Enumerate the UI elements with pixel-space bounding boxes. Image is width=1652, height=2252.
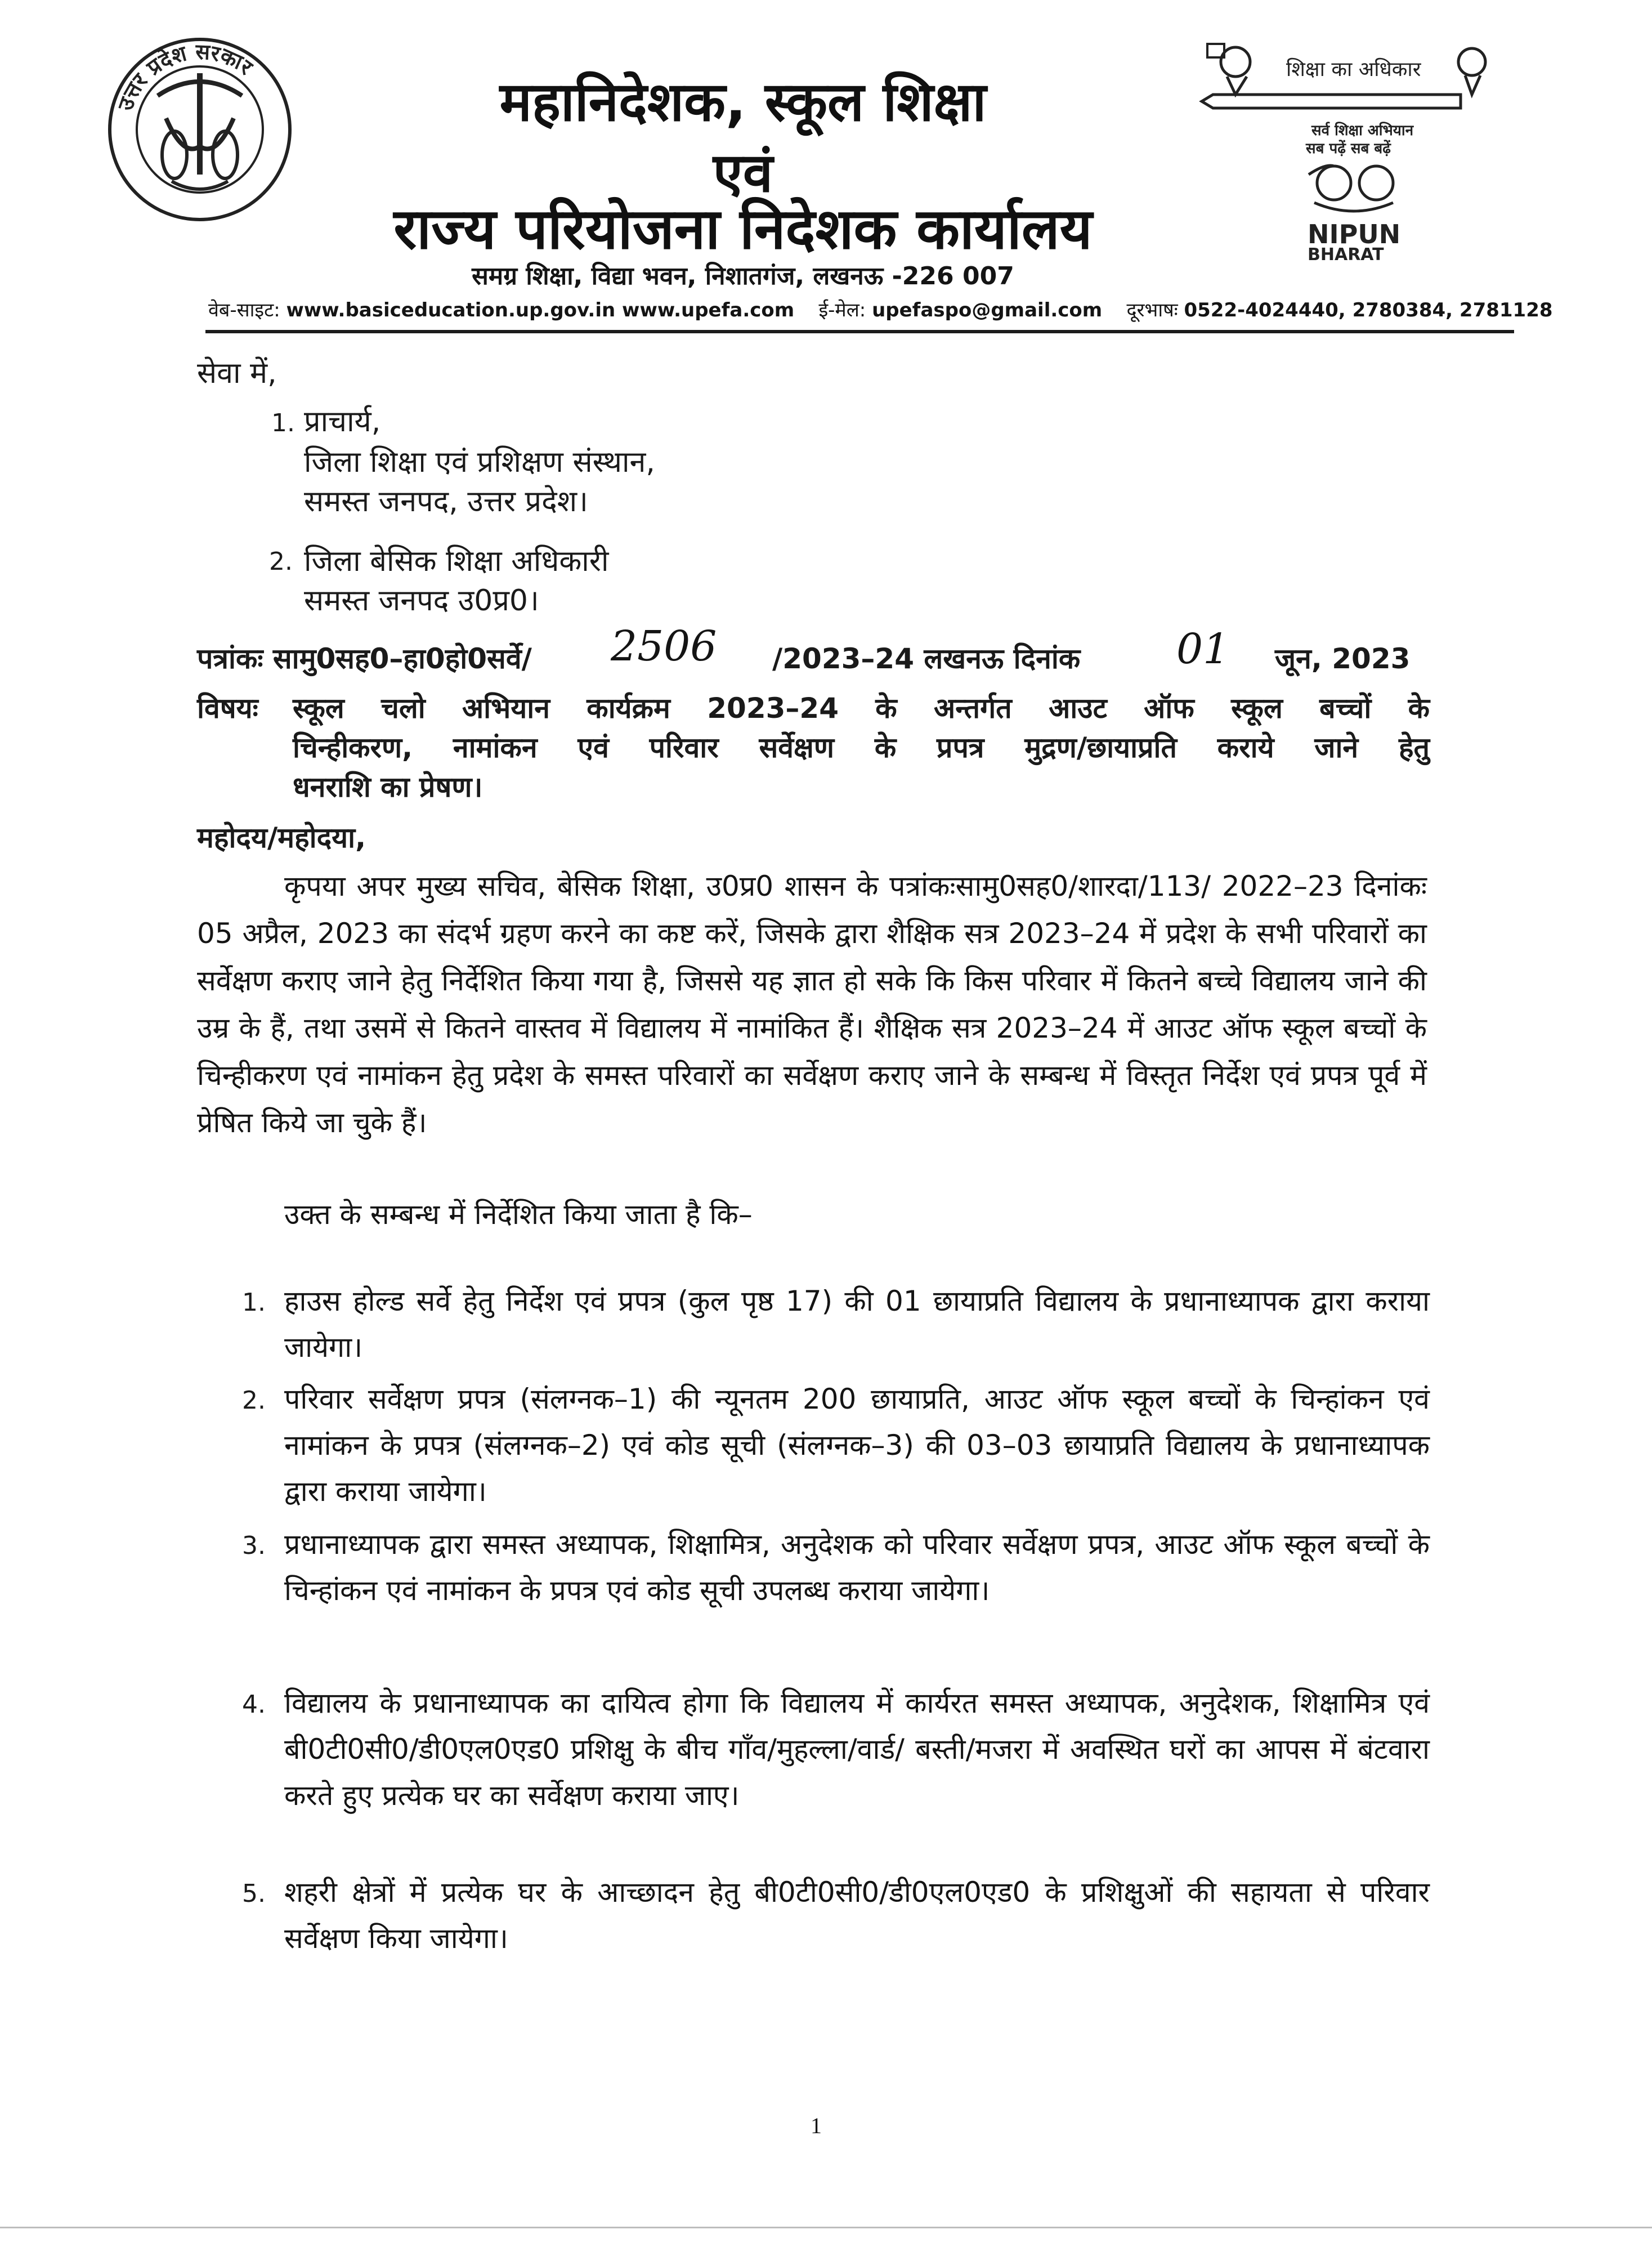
item2-text: परिवार सर्वेक्षण प्रपत्र (संलग्नक–1) की न्यूनतम 200 छायाप्रति, आउट ऑफ स्कूल बच्चों के चिन्हांकन एवं नामांकन के प्रपत्र (संलग्नक–2) एवं कोड सूची (संलग्नक–3) की 03–03 छायाप्रति विद्यालय के प्रधानाध्यापक द्वारा कराया जायेगा।	[284, 1383, 1430, 1508]
greeting: महोदय/महोदया,	[197, 821, 366, 854]
office-title-line1: महानिदेशक, स्कूल शिक्षा	[499, 70, 987, 133]
subject-label: विषयः	[197, 692, 258, 725]
office-title-line2: एवं	[713, 141, 773, 204]
logo-bharat-text: BHARAT	[1308, 245, 1384, 265]
office-address: समग्र शिक्षा, विद्या भवन, निशातगंज, लखनऊ -226 007	[472, 262, 1014, 291]
letter-ref-middle: /2023–24 लखनऊ दिनांक	[772, 642, 1081, 675]
recipient2-line1: जिला बेसिक शिक्षा अधिकारी	[304, 544, 609, 578]
shiksha-nipun-logo-icon	[1196, 34, 1511, 270]
phone-label: दूरभाषः	[1126, 299, 1178, 321]
item4-number: 4.	[242, 1690, 266, 1719]
header-divider	[205, 330, 1514, 333]
item1-number: 1.	[242, 1288, 266, 1317]
subject-line3: धनराशि का प्रेषण।	[293, 771, 483, 803]
seal-text: उत्तर प्रदेश सरकार	[113, 39, 257, 114]
website-value: www.basiceducation.up.gov.in www.upefa.com	[286, 299, 795, 321]
letter-ref-prefix: पत्रांकः सामु0सह0–हा0हो0सर्वे/	[197, 642, 532, 675]
item1-text: हाउस होल्ड सर्वे हेतु निर्देश एवं प्रपत्र (कुल पृष्ठ 17) की 01 छायाप्रति विद्यालय के प्रधानाध्यापक द्वारा कराया जायेगा।	[284, 1285, 1430, 1364]
logo-right-slogan2: सब पढ़ें सब बढ़ें	[1306, 140, 1391, 157]
logo-right-slogan1: सर्व शिक्षा अभियान	[1311, 122, 1414, 139]
email-label: ई-मेल:	[818, 299, 866, 321]
recipient2-number: 2.	[269, 547, 293, 576]
item5-number: 5.	[242, 1879, 266, 1908]
salutation-to: सेवा में,	[197, 356, 277, 390]
up-government-seal-icon	[104, 34, 296, 225]
date-day-handwritten: 01	[1176, 625, 1230, 673]
date-month-year: जून, 2023	[1275, 642, 1411, 675]
logo-right-top-text: शिक्षा का अधिकार	[1286, 58, 1421, 81]
recipient1-line3: समस्त जनपद, उत्तर प्रदेश।	[304, 485, 588, 519]
item3-number: 3.	[242, 1531, 266, 1560]
recipient1-line1: प्राचार्य,	[304, 405, 381, 439]
recipient1-line2: जिला शिक्षा एवं प्रशिक्षण संस्थान,	[304, 445, 655, 479]
logo-nipun-text: NIPUN	[1308, 219, 1401, 249]
item2-number: 2.	[242, 1386, 266, 1415]
letter-number-handwritten: 2506	[611, 622, 717, 671]
item3-text: प्रधानाध्यापक द्वारा समस्त अध्यापक, शिक्षामित्र, अनुदेशक को परिवार सर्वेक्षण प्रपत्र, आउट ऑफ स्कूल बच्चों के चिन्हांकन एवं नामांकन के प्रपत्र एवं कोड सूची उपलब्ध कराया जायेगा।	[284, 1528, 1430, 1607]
email-value: upefaspo@gmail.com	[872, 299, 1103, 321]
website-label: वेब-साइट:	[208, 299, 280, 321]
item4-text: विद्यालय के प्रधानाध्यापक का दायित्व होगा कि विद्यालय में कार्यरत समस्त अध्यापक, अनुदेशक, शिक्षामित्र एवं बी0टी0सी0/डी0एल0एड0 प्रशिक्षु के बीच गाँव/मुहल्ला/वार्ड/ बस्ती/मजरा में अवस्थित घरों का आपस में बंटवारा करते हुए प्रत्येक घर का सर्वेक्षण कराया जाए।	[284, 1687, 1430, 1812]
recipient2-line2: समस्त जनपद उ0प्र0।	[304, 584, 539, 618]
body-paragraph1: कृपया अपर मुख्य सचिव, बेसिक शिक्षा, उ0प्र0 शासन के पत्रांकःसामु0सह0/शारदा/113/ 2022–23 दिनांकः 05 अप्रैल, 2023 का संदर्भ ग्रहण करने का कष्ट करें, जिसके द्वारा शैक्षिक सत्र 2023–24 में प्रदेश के सभी परिवारों का सर्वेक्षण कराए जाने हेतु निर्देशित किया गया है, जिससे यह ज्ञात हो सके कि किस परिवार में कितने बच्चे विद्यालय जाने की उम्र के हैं, तथा उसमें से कितने वास्तव में विद्यालय में नामांकित हैं। शैक्षिक सत्र 2023–24 में आउट ऑफ स्कूल बच्चों के चिन्हीकरण एवं नामांकन हेतु प्रदेश के समस्त परिवारों का सर्वेक्षण कराए जाने के सम्बन्ध में विस्तृत निर्देश एवं प्रपत्र पूर्व में प्रेषित किये जा चुके हैं।	[197, 870, 1427, 1139]
body-paragraph2: उक्त के सम्बन्ध में निर्देशित किया जाता है कि–	[284, 1198, 753, 1231]
office-title-line3: राज्य परियोजना निदेशक कार्यालय	[393, 196, 1093, 262]
item5-text: शहरी क्षेत्रों में प्रत्येक घर के आच्छादन हेतु बी0टी0सी0/डी0एल0एड0 के प्रशिक्षुओं की सहायता से परिवार सर्वेक्षण किया जायेगा।	[284, 1876, 1430, 1955]
phone-value: 0522-4024440, 2780384, 2781128	[1184, 299, 1553, 321]
recipient1-number: 1.	[271, 409, 295, 437]
contact-row	[208, 296, 1553, 322]
subject-line1: स्कूल चलो अभियान कार्यक्रम 2023–24 के अन्तर्गत आउट ऑफ स्कूल बच्चों के	[293, 692, 1430, 725]
page-number: 1	[811, 2113, 822, 2138]
page-bottom-edge	[0, 2227, 1652, 2228]
subject-line2: चिन्हीकरण, नामांकन एवं परिवार सर्वेक्षण के प्रपत्र मुद्रण/छायाप्रति कराये जाने हेतु	[293, 731, 1430, 764]
